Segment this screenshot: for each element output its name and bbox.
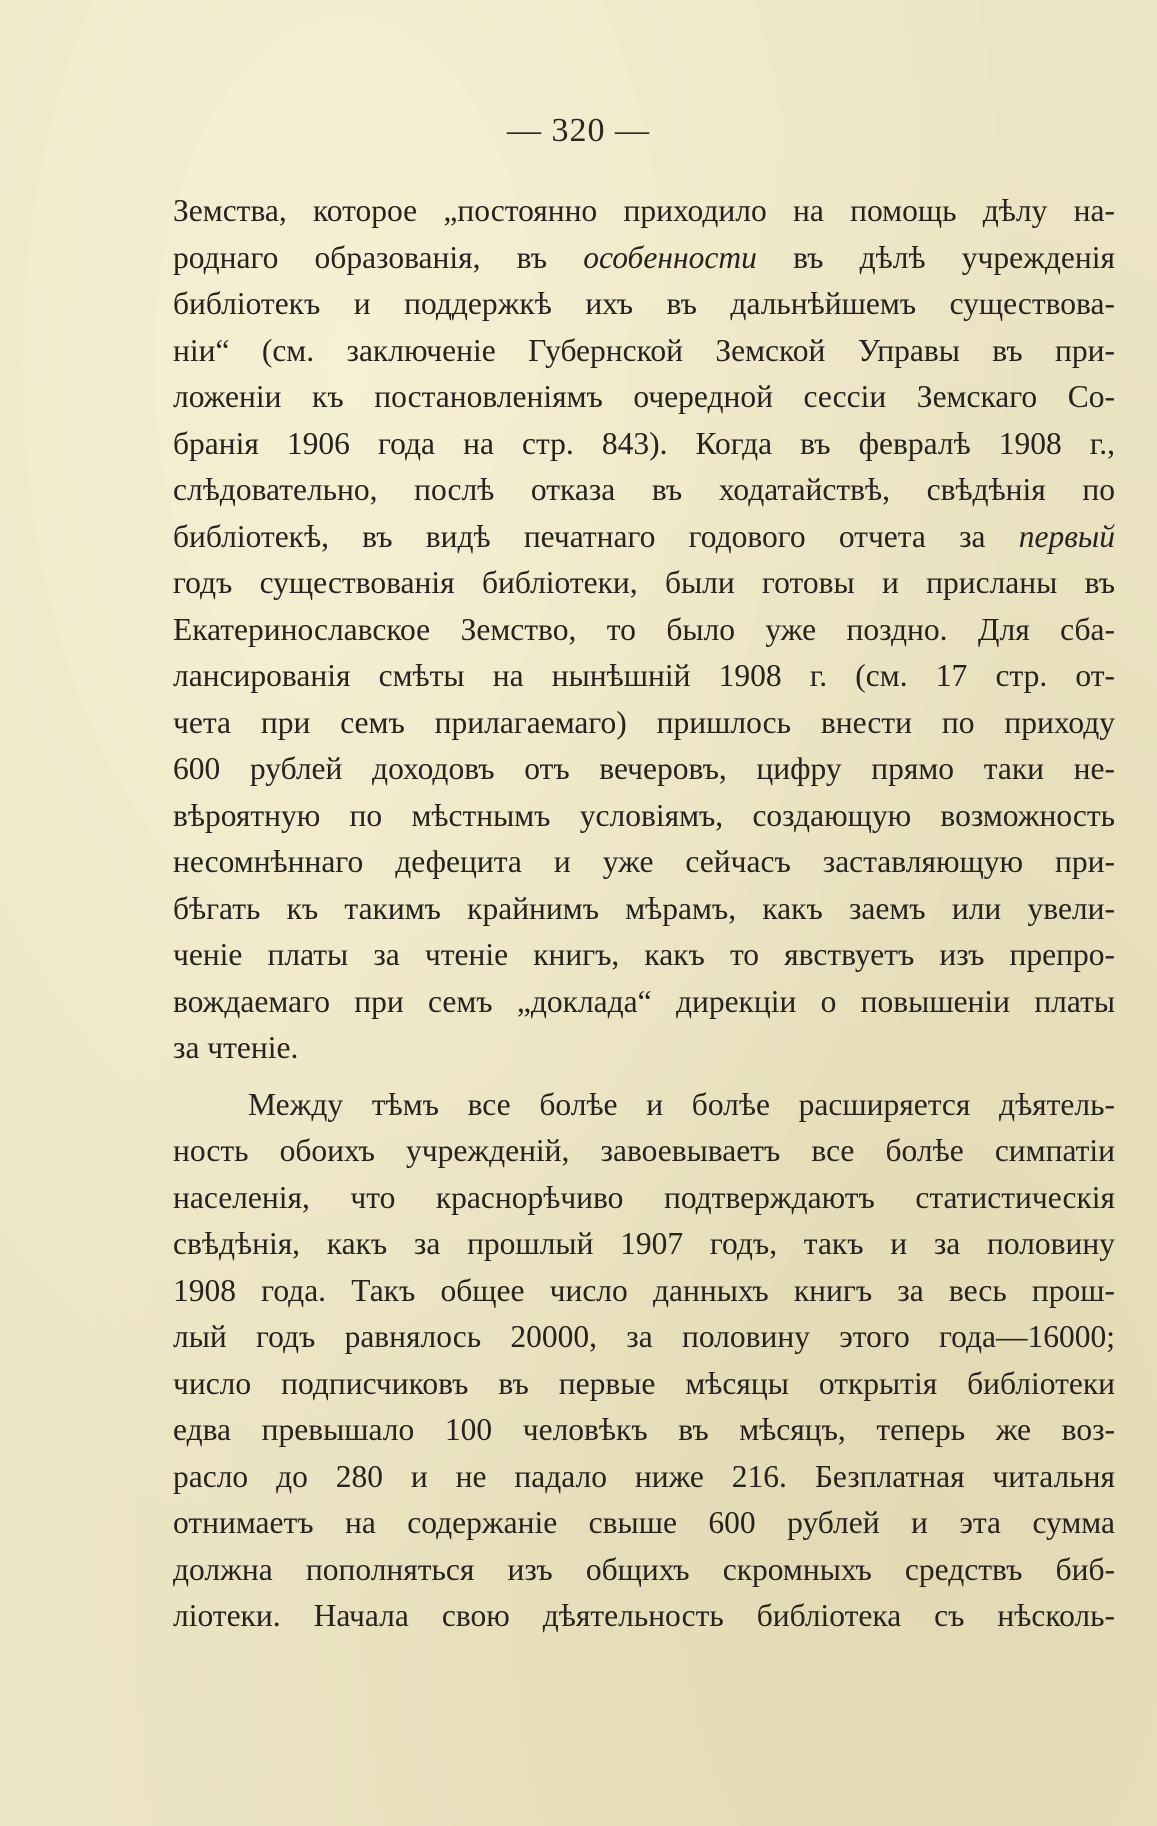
text-line: вождаемаго при семъ „доклада“ дирекціи о повышеніи платы: [173, 983, 1115, 1019]
text-line: [173, 514, 1115, 561]
text-line: должна пополняться изъ общихъ скромныхъ средствъ биб-: [173, 1551, 1115, 1587]
text-line: ліотеки. Начала свою дѣятельность библіотека съ нѣсколь-: [173, 1598, 1115, 1633]
page-number: — 320 —: [507, 112, 650, 149]
text-line: [173, 235, 1115, 282]
text-line: число подписчиковъ въ первые мѣсяцы открытія библіотеки: [173, 1365, 1115, 1401]
text-line: бѣгать къ такимъ крайнимъ мѣрамъ, какъ заемъ или увели-: [173, 890, 1115, 926]
emphasis-text: особенности: [583, 239, 757, 275]
text-span: роднаго образованія, въ: [173, 239, 584, 275]
text-line: несомнѣннаго дефецита и уже сейчасъ заставляющую при-: [173, 844, 1115, 879]
text-line: Земства, которое „постоянно приходило на помощь дѣлу на-: [173, 193, 1115, 228]
paragraph-2: [173, 1082, 1115, 1640]
paragraph-gap: [173, 1072, 1115, 1082]
text-line: отнимаетъ на содержаніе свыше 600 рублей и эта сумма: [173, 1505, 1115, 1540]
text-line: слѣдовательно, послѣ отказа въ ходатайствѣ, свѣдѣнія по: [173, 472, 1115, 507]
text-line: расло до 280 и не падало ниже 216. Безплатная читальня: [173, 1458, 1115, 1494]
text-span: въ дѣлѣ учрежденія: [756, 239, 1115, 275]
text-line: едва превышало 100 человѣкъ въ мѣсяцъ, теперь же воз-: [173, 1412, 1115, 1447]
text-line: населенія, что краснорѣчиво подтверждаютъ статистическія: [173, 1179, 1115, 1215]
text-line: бранія 1906 года на стр. 843). Когда въ февралѣ 1908 г.,: [173, 425, 1115, 461]
text-line: ложеніи къ постановленіямъ очередной сессіи Земскаго Со-: [173, 379, 1115, 414]
text-line: 1908 года. Такъ общее число данныхъ книгъ за весь прош-: [173, 1272, 1115, 1308]
text-line: ченіе платы за чтеніе книгъ, какъ то явствуетъ изъ препро-: [173, 937, 1115, 972]
text-line: вѣроятную по мѣстнымъ условіямъ, создающую возможность: [173, 797, 1115, 833]
text-span: библіотекѣ, въ видѣ печатнаго годового отчета за: [173, 518, 1019, 554]
text-line: лый годъ равнялось 20000, за половину этого года—16000;: [173, 1319, 1115, 1354]
emphasis-text: первый: [1018, 518, 1115, 554]
text-line: Екатеринославское Земство, то было уже поздно. Для сба-: [173, 611, 1115, 647]
text-line: за чтеніе.: [173, 1030, 299, 1065]
body-text: [173, 188, 1115, 1640]
text-line: чета при семъ прилагаемаго) пришлось внести по приходу: [173, 704, 1115, 740]
text-line: 600 рублей доходовъ отъ вечеровъ, цифру прямо таки не-: [173, 751, 1115, 786]
text-line: ніи“ (см. заключеніе Губернской Земской Управы въ при-: [173, 332, 1115, 368]
text-line: годъ существованія библіотеки, были готовы и присланы въ: [173, 565, 1115, 600]
text-line: лансированія смѣты на нынѣшній 1908 г. (см. 17 стр. от-: [173, 658, 1115, 693]
text-line: ность обоихъ учрежденій, завоевываетъ все болѣе симпатіи: [173, 1133, 1115, 1168]
text-line: библіотекъ и поддержкѣ ихъ въ дальнѣйшемъ существова-: [173, 286, 1115, 321]
text-line: свѣдѣнія, какъ за прошлый 1907 годъ, такъ и за половину: [173, 1226, 1115, 1261]
text-line: Между тѣмъ все болѣе и болѣе расширяется дѣятель-: [248, 1086, 1115, 1122]
paragraph-1: [173, 188, 1115, 1072]
